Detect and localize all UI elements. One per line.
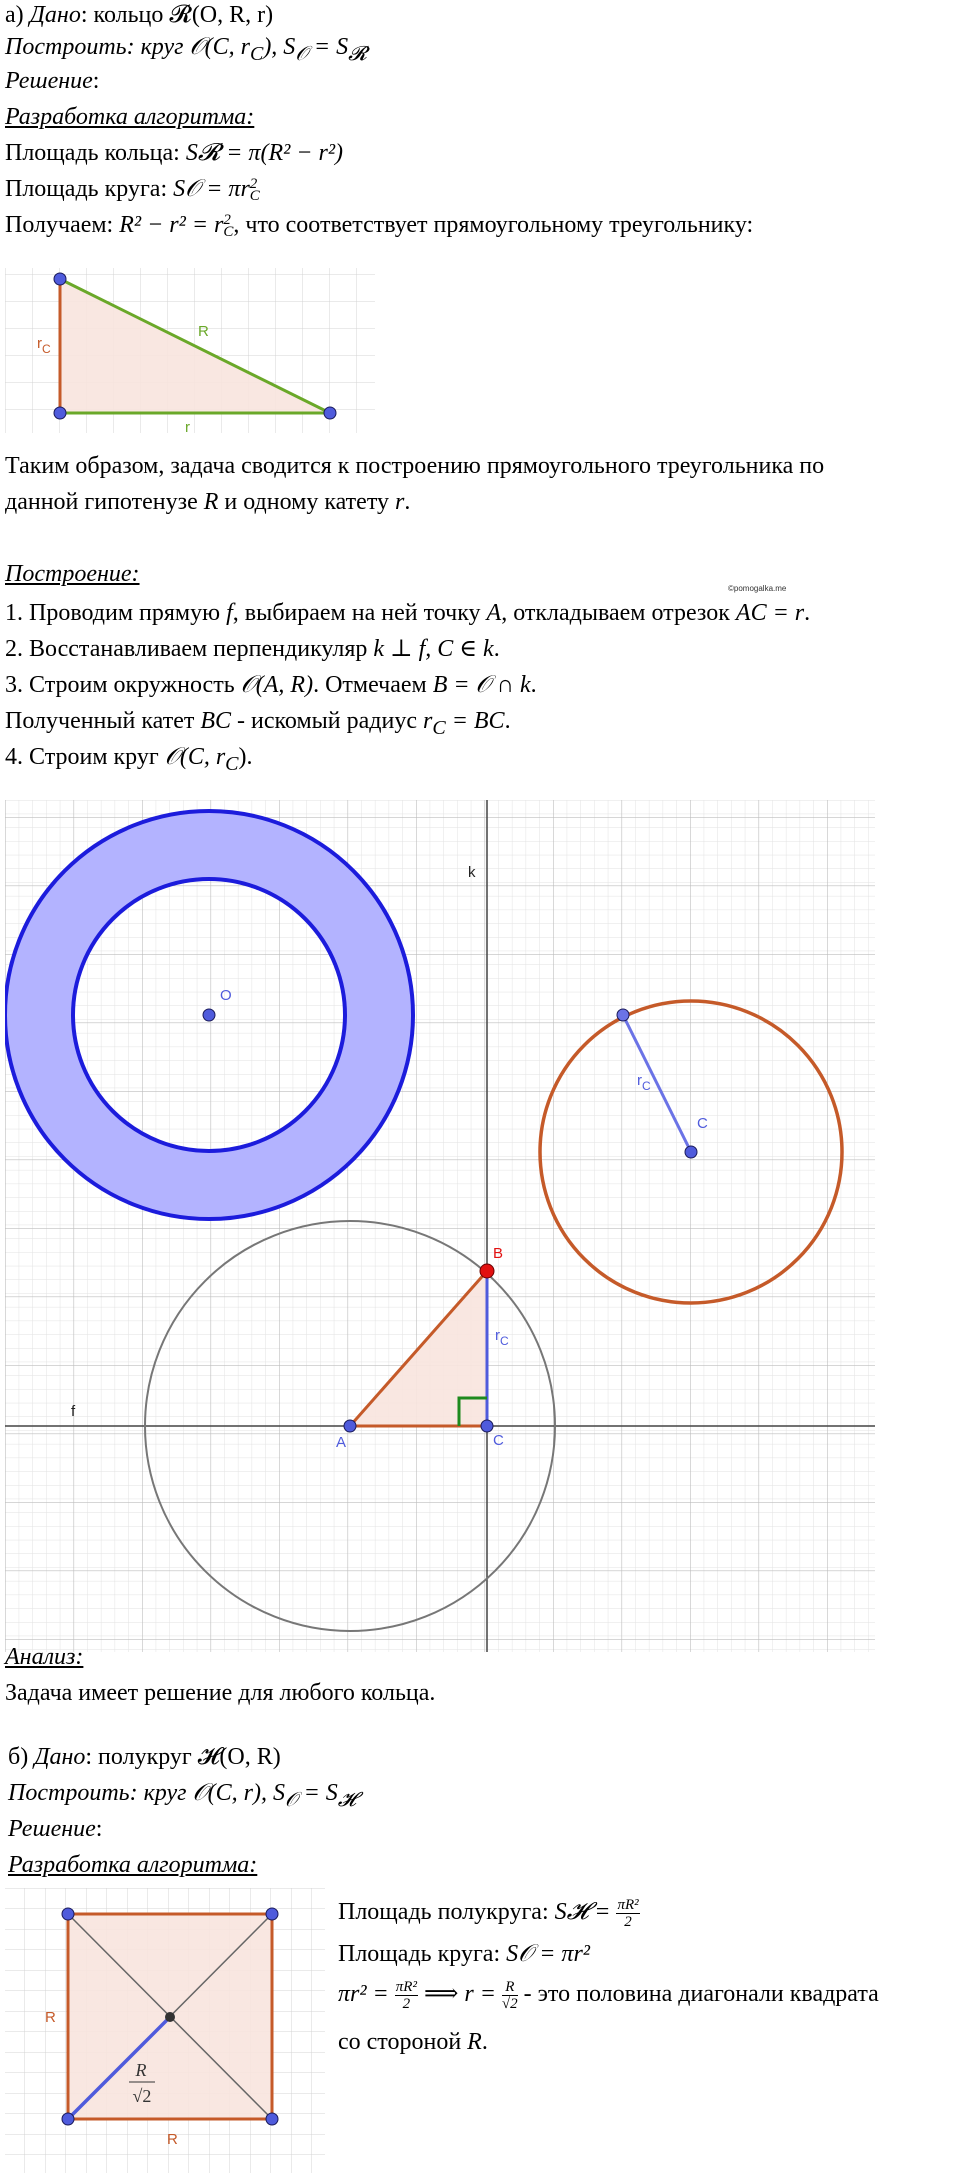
label-r: r — [185, 419, 190, 433]
label-R-bottom: R — [167, 2131, 178, 2148]
label-R-left: R — [45, 2009, 56, 2026]
step-2: 2. Восстанавливаем перпендикуляр k ⊥ f, C ∈ k. — [5, 636, 500, 662]
circle-area-line-b: Площадь круга: S𝒪 = πr² — [338, 1941, 590, 1967]
label-f: f — [71, 1403, 76, 1420]
conclusion-line-2: данной гипотенузе R и одному катету r. — [5, 489, 411, 515]
build-line-a: Построить: круг 𝒪(C, $r_C$), $S_𝒪 = S_𝓡$ — [5, 34, 367, 65]
circle-area-line-a: Площадь круга: S𝒪 = πr 2 C — [5, 176, 260, 204]
semi-area-line: Площадь полукруга: S𝓗 = $\frac{\text{πR²}}{2}$ — [338, 1896, 639, 1930]
label-rc: $r_C$ — [37, 335, 51, 356]
label-diag-num: R — [135, 2060, 147, 2080]
get-line-a: Получаем: R² − r² = r 2 C , что соответствует прямоугольному треугольнику: — [5, 212, 754, 240]
point — [617, 1009, 629, 1021]
label-k: k — [468, 864, 476, 881]
build-line-b: Построить: круг 𝒪(C, r), $S_𝒪 = S_𝓗$ — [8, 1780, 356, 1811]
point — [62, 1908, 74, 1920]
solution-line-a: Решение: — [5, 68, 100, 94]
label-A: A — [336, 1434, 347, 1451]
label-rc-radius: $r_C$ — [637, 1072, 651, 1093]
point-A — [344, 1420, 356, 1432]
analysis-text: Задача имеет решение для любого кольца. — [5, 1680, 436, 1706]
label-diag-den: √2 — [132, 2086, 152, 2106]
point-C-center — [685, 1146, 697, 1158]
label-C-center: C — [697, 1115, 708, 1132]
label-rc-BC: $r_C$ — [495, 1327, 509, 1348]
point — [54, 407, 66, 419]
solution-line-b: Решение: — [8, 1816, 103, 1842]
watermark: ©pomogalka.me — [728, 584, 787, 593]
label-B: B — [493, 1245, 504, 1262]
ring-area-line: Площадь кольца: S𝓡 = π(R² − r²) — [5, 140, 344, 166]
center-point — [165, 2012, 175, 2022]
construction-figure — [5, 800, 875, 1652]
step-3: 3. Строим окружность 𝒪(A, R). Отмечаем B = 𝒪 ∩ k. — [5, 672, 537, 698]
point-B — [480, 1264, 494, 1278]
point — [54, 273, 66, 285]
relation-line-2: со стороной R. — [338, 2029, 488, 2055]
relation-line: πr² = $\frac{\text{πR²}}{2}$ ⟹ r = $\frac{R}{√2}$ - это половина диагонали квадрата — [338, 1978, 879, 2012]
square-figure — [5, 1888, 325, 2173]
given-line-a: а) Дано: кольцо 𝓡(O, R, r) — [5, 2, 274, 28]
label-O: O — [220, 987, 232, 1004]
algo-heading-a: Разработка алгоритма: — [5, 104, 255, 130]
conclusion-line-1: Таким образом, задача сводится к построению прямоугольного треугольника по — [5, 453, 825, 479]
label-R: R — [198, 323, 209, 340]
step-3b: Полученный катет BC - искомый радиус $r_C$ = BC. — [5, 708, 511, 739]
label-C: C — [493, 1432, 504, 1449]
analysis-heading: Анализ: — [5, 1644, 84, 1670]
given-line-b: б) Дано: полукруг 𝓗(O, R) — [8, 1744, 281, 1770]
step-1: 1. Проводим прямую f, выбираем на ней точку A, откладываем отрезок AC = r. — [5, 600, 811, 626]
point-C — [481, 1420, 493, 1432]
point — [324, 407, 336, 419]
point — [266, 2113, 278, 2125]
step-4: 4. Строим круг 𝒪(C, $r_C$). — [5, 744, 253, 775]
point — [62, 2113, 74, 2125]
algo-heading-b: Разработка алгоритма: — [8, 1852, 258, 1878]
right-triangle-figure — [5, 268, 375, 433]
construction-heading: Построение: — [5, 561, 140, 587]
point-O — [203, 1009, 215, 1021]
point — [266, 1908, 278, 1920]
